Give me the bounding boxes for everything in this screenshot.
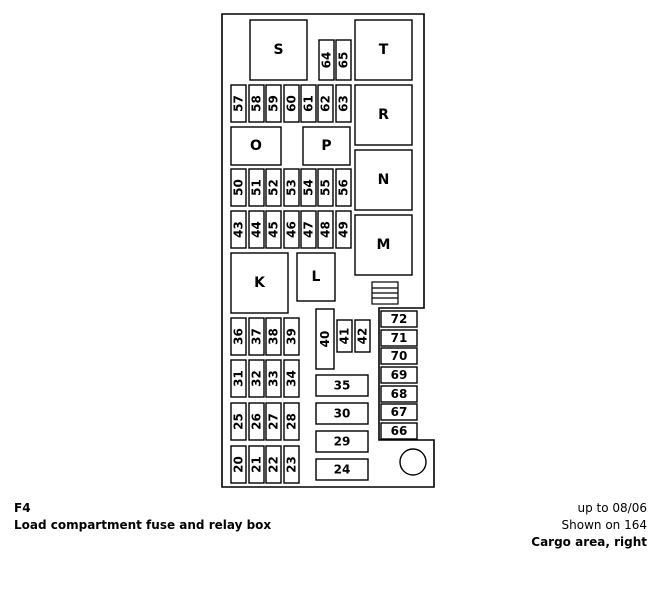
fuse-label: 55 <box>318 179 333 196</box>
fuse-label: 71 <box>390 331 408 345</box>
fuse-label: 39 <box>284 328 299 345</box>
fuse-label: 31 <box>231 370 246 387</box>
relay-label: L <box>311 269 321 285</box>
fuse-58 <box>249 85 264 122</box>
fuse-50 <box>231 169 246 206</box>
fuse-label: 50 <box>231 179 246 196</box>
fuse-label: 51 <box>249 179 264 196</box>
fuse-box-id: F4 <box>14 501 31 515</box>
fuse-56 <box>336 169 351 206</box>
relay-N <box>355 150 412 210</box>
fuse-53 <box>284 169 299 206</box>
fuse-64 <box>319 40 334 80</box>
fuse-label: 61 <box>301 95 316 112</box>
fuse-box-title: Load compartment fuse and relay box <box>14 518 272 532</box>
fuse-36 <box>231 318 246 355</box>
fuse-label: 59 <box>266 95 281 112</box>
fuse-28 <box>284 403 299 440</box>
fuse-63 <box>336 85 351 122</box>
fuse-label: 49 <box>336 221 351 238</box>
fuse-49 <box>336 211 351 248</box>
relay-label: M <box>376 237 391 253</box>
fuse-label: 35 <box>333 378 351 393</box>
location: Cargo area, right <box>531 535 647 549</box>
fuse-label: 45 <box>266 221 281 238</box>
fuse-22 <box>266 446 281 483</box>
fuse-57 <box>231 85 246 122</box>
fuse-33 <box>266 360 281 397</box>
fuse-45 <box>266 211 281 248</box>
relay-S <box>250 20 307 80</box>
fuse-label: 67 <box>390 405 408 419</box>
mounting-hole <box>400 449 426 475</box>
relay-label: T <box>378 42 389 58</box>
fuse-label: 21 <box>249 456 264 473</box>
caption-left <box>14 500 271 534</box>
fuse-48 <box>318 211 333 248</box>
fuse-label: 40 <box>318 330 332 348</box>
fuse-32 <box>249 360 264 397</box>
fuse-71 <box>381 330 417 346</box>
fuse-25 <box>231 403 246 440</box>
relay-M <box>355 215 412 275</box>
fuse-59 <box>266 85 281 122</box>
fuse-label: 26 <box>249 413 264 430</box>
fuse-72 <box>381 311 417 327</box>
fuse-label: 32 <box>249 370 264 387</box>
relay-label: P <box>321 138 332 154</box>
fuse-label: 28 <box>284 413 299 430</box>
fuse-26 <box>249 403 264 440</box>
fuse-41 <box>337 320 352 352</box>
fuse-label: 36 <box>231 328 246 345</box>
fuse-label: 58 <box>249 95 264 112</box>
fuse-30 <box>316 403 368 424</box>
fuse-label: 53 <box>284 179 299 196</box>
fuse-label: 48 <box>318 221 333 238</box>
fuse-39 <box>284 318 299 355</box>
fuse-label: 44 <box>249 221 264 238</box>
fuse-55 <box>318 169 333 206</box>
fuse-label: 64 <box>319 51 334 69</box>
fuse-47 <box>301 211 316 248</box>
fuse-label: 30 <box>333 406 351 421</box>
fuse-label: 65 <box>336 51 351 69</box>
fuse-24 <box>316 459 368 480</box>
fuse-label: 33 <box>266 370 281 387</box>
fuse-51 <box>249 169 264 206</box>
fuse-27 <box>266 403 281 440</box>
fuse-46 <box>284 211 299 248</box>
fuse-54 <box>301 169 316 206</box>
relay-label: S <box>273 42 284 58</box>
fuse-label: 37 <box>249 328 264 345</box>
fuse-label: 34 <box>284 370 299 387</box>
fuse-66 <box>381 423 417 439</box>
fuse-label: 72 <box>390 312 408 326</box>
fuse-52 <box>266 169 281 206</box>
relay-label: K <box>254 275 265 291</box>
fuse-70 <box>381 348 417 364</box>
fuse-label: 47 <box>301 221 316 238</box>
fuse-60 <box>284 85 299 122</box>
fuse-21 <box>249 446 264 483</box>
fuse-29 <box>316 431 368 452</box>
relay-label: N <box>377 172 390 188</box>
relay-R <box>355 85 412 145</box>
fuse-67 <box>381 404 417 420</box>
fuse-43 <box>231 211 246 248</box>
fuse-label: 68 <box>390 387 408 401</box>
relay-K <box>231 253 288 313</box>
fuse-label: 57 <box>231 95 246 112</box>
relay-O <box>231 127 281 165</box>
fuse-44 <box>249 211 264 248</box>
relay-label: O <box>250 138 262 154</box>
fuse-label: 24 <box>333 462 351 477</box>
fuse-38 <box>266 318 281 355</box>
relay-T <box>355 20 412 80</box>
fuse-37 <box>249 318 264 355</box>
fuse-label: 42 <box>355 327 370 345</box>
fuse-label: 69 <box>390 368 408 382</box>
fuse-label: 25 <box>231 413 246 430</box>
fuse-label: 46 <box>284 221 299 238</box>
caption-right <box>531 500 647 551</box>
fuse-label: 20 <box>231 456 246 473</box>
fuse-42 <box>355 320 370 352</box>
fuse-label: 63 <box>336 95 351 112</box>
fuse-61 <box>301 85 316 122</box>
fuse-68 <box>381 386 417 402</box>
fuse-label: 23 <box>284 456 299 473</box>
fuse-65 <box>336 40 351 80</box>
fuse-35 <box>316 375 368 396</box>
fuse-label: 70 <box>390 349 408 363</box>
fuse-label: 52 <box>266 179 281 196</box>
fuse-label: 29 <box>333 434 351 449</box>
fuse-31 <box>231 360 246 397</box>
fuse-label: 56 <box>336 179 351 196</box>
fuse-label: 41 <box>337 327 352 345</box>
fuse-label: 22 <box>266 456 281 473</box>
relay-label: R <box>378 107 389 123</box>
fuse-23 <box>284 446 299 483</box>
date-range: up to 08/06 <box>577 501 647 515</box>
fuse-label: 60 <box>284 95 299 112</box>
fuse-label: 38 <box>266 328 281 345</box>
fuse-label: 27 <box>266 413 281 430</box>
relay-L <box>297 253 335 301</box>
fuse-40 <box>316 309 334 369</box>
relay-P <box>303 127 350 165</box>
fuse-20 <box>231 446 246 483</box>
fuse-34 <box>284 360 299 397</box>
shown-on: Shown on 164 <box>561 518 647 532</box>
fuse-69 <box>381 367 417 383</box>
fuse-label: 66 <box>390 424 408 438</box>
fuse-62 <box>318 85 333 122</box>
fuse-label: 62 <box>318 95 333 112</box>
fuse-label: 54 <box>301 179 316 196</box>
fuse-label: 43 <box>231 221 246 238</box>
